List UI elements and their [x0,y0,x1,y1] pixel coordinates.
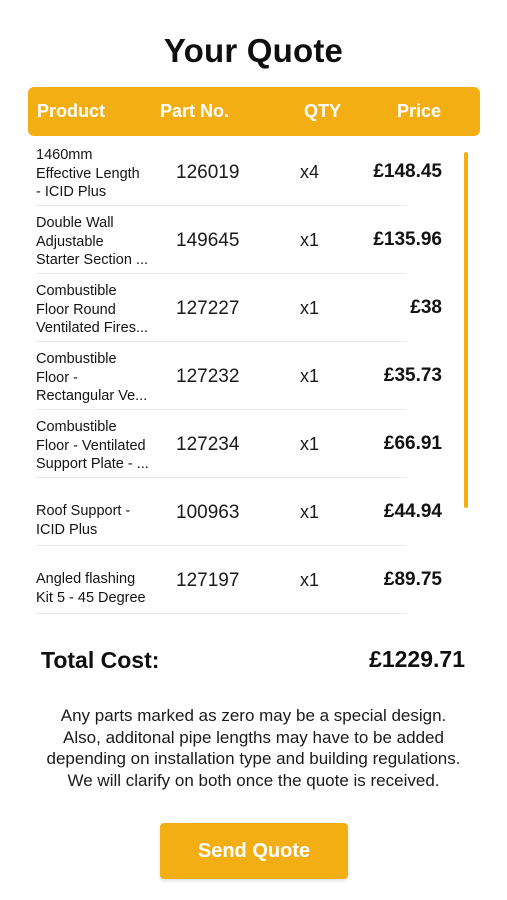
price: £38 [410,297,442,318]
product-name [36,214,164,270]
row-divider [36,205,406,206]
product-name-line: Adjustable [36,233,104,250]
product-name-line: Ventilated Fires... [36,320,149,336]
product-name [36,418,164,474]
send-quote-button[interactable]: Send Quote [160,823,348,879]
part-number: 100963 [176,502,240,523]
table-row[interactable] [28,480,468,548]
quantity: x1 [300,230,320,250]
part-number: 149645 [176,230,240,251]
part-number: 127227 [176,298,240,319]
price: £44.94 [383,501,442,522]
row-divider [36,341,406,342]
disclaimer-line: Any parts marked as zero may be a special design. [60,706,447,725]
product-name-line: ICID Plus [36,521,98,538]
part-number: 127234 [176,434,240,455]
product-name [36,638,164,640]
row-divider [36,613,406,614]
product-name-line: Double Wall [36,215,114,231]
product-name-line: Starter Section ... [36,252,149,268]
price: £35.73 [383,365,442,386]
product-name-line: 1460mm [36,147,93,163]
table-row[interactable] [28,276,468,344]
product-name-line: Angled flashing [36,571,136,587]
table-row[interactable] [28,208,468,276]
row-divider [36,545,406,546]
disclaimer-line: depending on installation type and building regulations. [46,749,461,768]
product-name [36,146,164,202]
product-name [36,282,164,338]
table-row[interactable] [28,140,468,208]
price: £135.96 [373,229,442,250]
product-name-line: Roof Support - [36,503,131,519]
price: £66.91 [383,433,442,454]
product-name-line [36,638,164,640]
product-name-line: Combustible [36,283,117,299]
part-number: 126019 [176,162,240,183]
product-name [36,570,164,607]
header-part-no: Part No. [160,101,230,121]
total-cost-value: £1229.71 [369,646,465,672]
part-number: 127232 [176,366,240,387]
quantity: x1 [300,570,320,590]
product-name-line: Rectangular Ve... [36,388,148,404]
list-scrollbar[interactable] [464,152,468,508]
product-name-line: Floor Round [36,301,116,318]
product-name [36,502,164,539]
quantity: x1 [300,434,320,454]
product-name-line: - ICID Plus [36,184,107,200]
row-divider [36,477,406,478]
disclaimer-line: We will clarify on both once the quote is received. [67,770,440,790]
product-name-line: Support Plate - ... [36,456,149,472]
page-title: Your Quote [163,32,344,69]
product-name [36,350,164,406]
row-divider [36,273,406,274]
header-qty: QTY [304,101,342,121]
table-header [28,87,480,136]
table-row[interactable] [28,548,468,616]
product-name-line: Combustible [36,351,117,367]
table-row[interactable] [28,412,468,480]
row-divider [36,409,406,410]
header-product: Product [37,101,106,121]
product-name-line: Effective Length [36,165,140,182]
part-number: 127197 [176,570,240,591]
product-name-line: Combustible [36,419,117,435]
quantity: x1 [300,502,320,522]
product-name-line: Floor - [36,369,78,386]
table-row[interactable] [28,616,468,640]
total-cost-label: Total Cost: [41,647,160,673]
quote-items-list[interactable] [28,140,468,640]
price: £148.45 [373,161,442,182]
table-row[interactable] [28,344,468,412]
quantity: x1 [300,366,320,386]
quantity: x4 [300,162,320,182]
product-name-line: Kit 5 - 45 Degree [36,589,146,606]
quantity: x1 [300,298,320,318]
quote-disclaimer [0,705,507,791]
product-name-line: Floor - Ventilated [36,437,146,454]
header-price: Price [397,101,442,121]
price: £89.75 [383,569,442,590]
disclaimer-line: Also, additonal pipe lengths may have to be added [63,727,444,747]
